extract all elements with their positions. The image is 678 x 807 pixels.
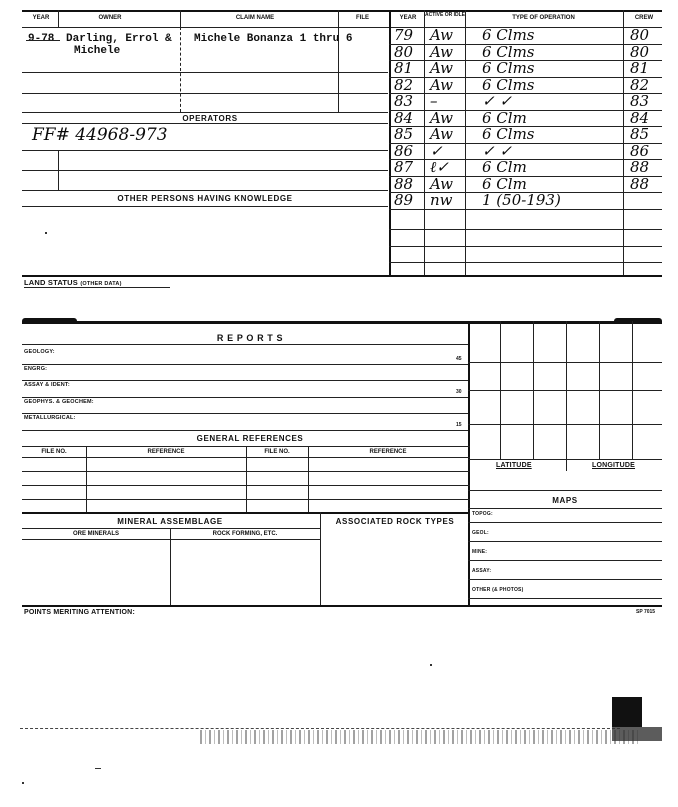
row-line bbox=[22, 528, 320, 529]
row-line bbox=[22, 72, 388, 73]
log-status: Aw bbox=[430, 75, 453, 94]
log-row-line bbox=[389, 262, 662, 263]
general-references-title: GENERAL REFERENCES bbox=[196, 434, 304, 443]
maps-row-label: OTHER (& PHOTOS) bbox=[472, 587, 524, 593]
gr-col-ref-2: REFERENCE bbox=[369, 449, 407, 455]
log-year: 79 bbox=[394, 26, 414, 44]
log-crew: 84 bbox=[630, 108, 650, 127]
col-sep bbox=[246, 446, 247, 512]
report-row-label: METALLURGICAL: bbox=[24, 415, 76, 421]
claim-name-value: Michele Bonanza 1 thru 6 bbox=[194, 33, 353, 45]
log-type: ✓ ✓ bbox=[482, 141, 512, 160]
log-type: 6 Clm bbox=[482, 108, 527, 127]
log-status: Aw bbox=[430, 108, 453, 127]
log-crew: 81 bbox=[630, 59, 650, 77]
log-crew: 80 bbox=[630, 42, 650, 61]
log-crew: 86 bbox=[630, 141, 650, 160]
grid-line bbox=[468, 508, 662, 509]
row-line bbox=[468, 598, 662, 599]
maps-row-label: GEOL: bbox=[472, 530, 489, 536]
active-idle-header: ACTIVE OR IDLE bbox=[425, 12, 466, 18]
mineral-assemblage-title: MINERAL ASSEMBLAGE bbox=[117, 517, 223, 526]
report-row-label: GEOLOGY: bbox=[24, 349, 55, 355]
section-divider bbox=[22, 275, 662, 277]
underline bbox=[24, 287, 170, 288]
year2-header: YEAR bbox=[399, 15, 417, 21]
grid-line bbox=[468, 459, 662, 460]
log-year: 81 bbox=[394, 59, 414, 77]
report-row-label: ENGRG: bbox=[24, 365, 48, 372]
log-status: ✓ bbox=[430, 141, 443, 160]
strike-line bbox=[26, 40, 60, 41]
log-type: 6 Clm bbox=[482, 174, 527, 193]
log-crew: 88 bbox=[630, 158, 650, 176]
operators-entry: FF# 44968-973 bbox=[32, 125, 168, 145]
log-year: 83 bbox=[394, 92, 414, 110]
section-divider bbox=[22, 605, 662, 607]
row-line bbox=[22, 150, 388, 151]
grid-line bbox=[468, 362, 662, 363]
log-type: 6 Clms bbox=[482, 59, 535, 77]
log-year: 88 bbox=[394, 174, 414, 193]
ore-minerals-col: ORE MINERALS bbox=[72, 531, 119, 537]
log-type: 1 (50-193) bbox=[482, 191, 561, 209]
row-line bbox=[22, 430, 468, 431]
maps-title: MAPS bbox=[552, 496, 578, 505]
owner-name-line1: Darling, Errol & bbox=[66, 33, 172, 45]
grid-line bbox=[566, 321, 567, 471]
tape-mark-right bbox=[614, 318, 662, 324]
col-sep bbox=[308, 446, 309, 512]
log-year: 80 bbox=[394, 42, 414, 61]
col-sep bbox=[86, 446, 87, 512]
log-row-line bbox=[389, 229, 662, 230]
operators-label: OPERATORS bbox=[182, 114, 238, 123]
log-type: ✓ ✓ bbox=[482, 92, 512, 110]
log-crew: 83 bbox=[630, 92, 650, 110]
row-line bbox=[22, 112, 388, 113]
col-sep bbox=[180, 27, 181, 112]
log-status: – bbox=[430, 92, 438, 110]
log-status: Aw bbox=[430, 125, 453, 143]
log-status: Aw bbox=[430, 42, 453, 61]
rock-forming-col: ROCK FORMING, ETC. bbox=[212, 531, 278, 537]
land-status-title: LAND STATUS bbox=[24, 278, 79, 287]
crew-header: CREW bbox=[634, 15, 654, 21]
maps-row-label: MINE: bbox=[472, 549, 488, 555]
report-row-number: 15 bbox=[456, 422, 462, 428]
log-year: 85 bbox=[394, 125, 414, 143]
scan-dark-block bbox=[612, 697, 642, 727]
log-year: 84 bbox=[394, 108, 414, 127]
row-line bbox=[22, 123, 388, 124]
report-row-label: ASSAY & IDENT: bbox=[24, 382, 70, 388]
log-year: 86 bbox=[394, 141, 414, 160]
claim-name-header: CLAIM NAME bbox=[235, 15, 275, 21]
year-header: YEAR bbox=[32, 15, 50, 21]
log-crew: 82 bbox=[630, 75, 650, 94]
log-type: 6 Clms bbox=[482, 42, 535, 61]
col-sep bbox=[180, 10, 181, 27]
points-meriting-label: POINTS MERITING ATTENTION: bbox=[24, 609, 135, 616]
col-sep bbox=[58, 150, 59, 190]
log-year: 87 bbox=[394, 158, 414, 176]
log-type: 6 Clms bbox=[482, 125, 535, 143]
row-line bbox=[468, 579, 662, 580]
land-status-label bbox=[24, 278, 122, 287]
scan-speck bbox=[22, 782, 24, 784]
tape-mark-left bbox=[22, 318, 77, 324]
col-sep bbox=[170, 528, 171, 605]
top-border bbox=[22, 10, 662, 12]
owner-header: OWNER bbox=[98, 15, 122, 21]
row-line bbox=[22, 539, 320, 540]
row-line bbox=[468, 522, 662, 523]
log-type: 6 Clms bbox=[482, 26, 535, 44]
owner-date: 9-78 bbox=[28, 33, 55, 45]
row-line bbox=[22, 170, 388, 171]
scan-speck bbox=[430, 664, 432, 666]
latitude-label: LATITUDE bbox=[496, 462, 532, 469]
row-line bbox=[22, 380, 468, 381]
row-line bbox=[468, 541, 662, 542]
col-sep bbox=[338, 10, 339, 27]
log-crew: 85 bbox=[630, 125, 650, 143]
scan-speck bbox=[95, 768, 101, 769]
section-divider bbox=[22, 512, 470, 514]
scan-dark-block bbox=[612, 727, 662, 741]
land-status-sub: (OTHER DATA) bbox=[80, 281, 122, 287]
row-line bbox=[22, 206, 388, 207]
associated-rock-types-label: ASSOCIATED ROCK TYPES bbox=[335, 517, 455, 526]
reports-title: R E P O R T S bbox=[216, 333, 284, 343]
maps-row-label: ASSAY: bbox=[472, 568, 492, 574]
other-persons-label: OTHER PERSONS HAVING KNOWLEDGE bbox=[117, 194, 293, 203]
form-number: SP 7015 bbox=[636, 609, 656, 615]
file-header: FILE bbox=[356, 15, 369, 21]
report-row-label: GEOPHYS. & GEOCHEM: bbox=[24, 398, 94, 405]
scan-speck bbox=[45, 232, 47, 234]
grid-line bbox=[468, 424, 662, 425]
log-year: 82 bbox=[394, 75, 414, 94]
col-sep bbox=[320, 512, 321, 605]
log-status: nw bbox=[430, 191, 453, 209]
longitude-label: LONGITUDE bbox=[592, 462, 636, 469]
log-status: Aw bbox=[430, 174, 453, 193]
gr-col-ref-1: REFERENCE bbox=[147, 449, 185, 455]
row-line bbox=[22, 344, 470, 345]
log-type: 6 Clm bbox=[482, 158, 527, 176]
header-bottom-line bbox=[22, 27, 662, 28]
col-sep bbox=[58, 10, 59, 27]
row-line bbox=[22, 190, 388, 191]
row-line bbox=[22, 93, 388, 94]
log-status: Aw bbox=[430, 59, 453, 77]
type-operation-header: TYPE OF OPERATION bbox=[512, 15, 575, 21]
gr-col-file-1: FILE NO. bbox=[41, 449, 67, 455]
gr-col-file-2: FILE NO. bbox=[264, 449, 290, 455]
report-row-number: 30 bbox=[456, 389, 462, 395]
maps-row-label: TOPOG: bbox=[472, 511, 493, 517]
row-line bbox=[22, 397, 468, 398]
row-line bbox=[468, 560, 662, 561]
log-crew: 88 bbox=[630, 174, 650, 193]
reports-right-border bbox=[468, 321, 470, 605]
log-status: Aw bbox=[430, 26, 453, 44]
row-line bbox=[22, 413, 468, 414]
log-status: ℓ✓ bbox=[430, 158, 449, 176]
log-year: 89 bbox=[394, 191, 414, 209]
owner-name-line2: Michele bbox=[74, 45, 121, 57]
log-type: 6 Clms bbox=[482, 75, 535, 94]
log-row-line bbox=[389, 246, 662, 247]
report-row-number: 45 bbox=[456, 356, 462, 362]
scan-noise-band bbox=[200, 730, 640, 744]
log-crew: 80 bbox=[630, 26, 650, 44]
grid-line bbox=[468, 490, 662, 491]
grid-line bbox=[468, 390, 662, 391]
row-line bbox=[22, 364, 468, 365]
